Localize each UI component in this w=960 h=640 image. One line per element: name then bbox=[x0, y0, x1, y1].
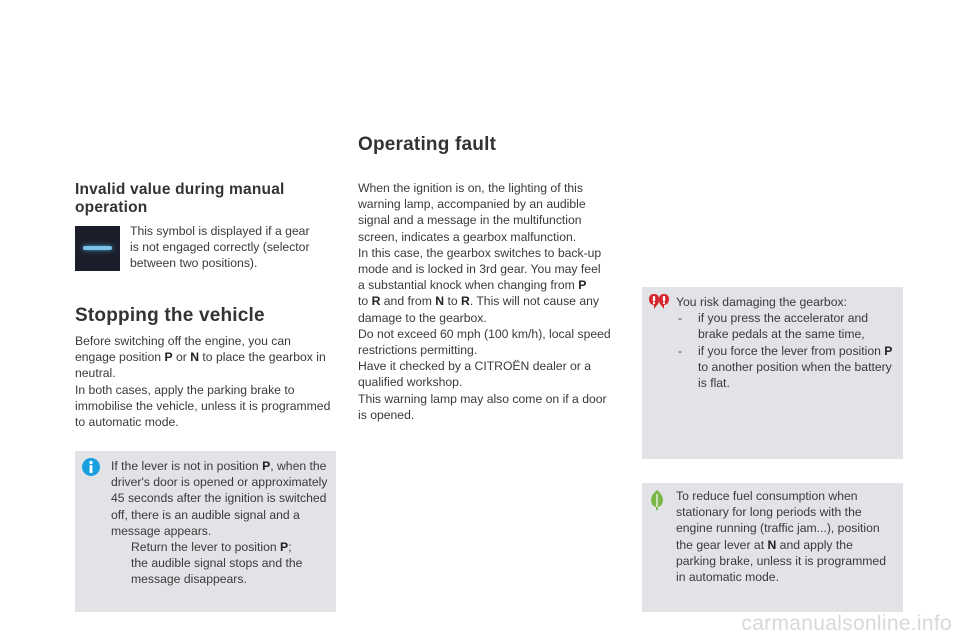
invalid-value-heading: Invalid value during manual operation bbox=[75, 181, 285, 216]
info-line: the audible signal stops and the bbox=[131, 556, 303, 571]
operating-fault-text bbox=[358, 180, 628, 423]
info-icon bbox=[81, 457, 101, 477]
warning-line: is flat. bbox=[698, 376, 730, 391]
info-line: message appears. bbox=[111, 523, 212, 538]
fault-line: warning lamp, accompanied by an audible bbox=[358, 197, 586, 212]
stopping-text bbox=[75, 333, 345, 430]
invalid-text-line: is not engaged correctly (selector bbox=[130, 240, 310, 255]
eco-box bbox=[642, 483, 903, 612]
stopping-line: engage position P or N to place the gearbox in bbox=[75, 350, 326, 365]
info-line: If the lever is not in position P, when the bbox=[111, 459, 327, 473]
stopping-line: In both cases, apply the parking brake to bbox=[75, 382, 295, 397]
fault-line: screen, indicates a gearbox malfunction. bbox=[358, 229, 577, 244]
fault-line: Do not exceed 60 mph (100 km/h), local speed bbox=[358, 326, 611, 341]
eco-line: parking brake, unless it is programmed bbox=[676, 553, 886, 568]
stopping-section bbox=[75, 305, 345, 327]
fault-line: qualified workshop. bbox=[358, 375, 463, 390]
stopping-line: neutral. bbox=[75, 366, 116, 381]
operating-fault-heading: Operating fault bbox=[358, 134, 497, 155]
warning-line: if you force the lever from position P bbox=[698, 343, 893, 358]
fault-line: a substantial knock when changing from P bbox=[358, 278, 587, 293]
eco-line: engine running (traffic jam...), position bbox=[676, 521, 880, 536]
info-box-text bbox=[111, 458, 333, 588]
fault-line: restrictions permitting. bbox=[358, 343, 478, 358]
leaf-icon bbox=[648, 489, 666, 511]
info-box bbox=[75, 451, 336, 612]
eco-box-text bbox=[676, 488, 900, 585]
dash-bullet: - bbox=[678, 311, 683, 326]
gear-selector-symbol bbox=[75, 226, 120, 271]
warning-line: brake pedals at the same time, bbox=[698, 327, 865, 342]
info-line: 45 seconds after the ignition is switched bbox=[111, 491, 327, 506]
warning-item bbox=[676, 343, 900, 392]
fault-line: This warning lamp may also come on if a door bbox=[358, 391, 607, 406]
fault-line: In this case, the gearbox switches to back-up bbox=[358, 245, 602, 260]
eco-line: the gear lever at N and apply the bbox=[676, 537, 853, 552]
invalid-value-text bbox=[130, 223, 340, 272]
warning-line: if you press the accelerator and bbox=[698, 311, 869, 326]
fault-line: signal and a message in the multifunction bbox=[358, 213, 582, 228]
warning-item bbox=[676, 310, 900, 342]
stopping-heading: Stopping the vehicle bbox=[75, 305, 265, 326]
eco-line: To reduce fuel consumption when bbox=[676, 489, 858, 503]
warning-box-text bbox=[676, 294, 900, 391]
eco-line: stationary for long periods with the bbox=[676, 505, 862, 520]
fault-line: Have it checked by a CITROËN dealer or a bbox=[358, 359, 592, 374]
invalid-text-line: This symbol is displayed if a gear bbox=[130, 224, 310, 238]
warning-box bbox=[642, 287, 903, 459]
stopping-line: Before switching off the engine, you can bbox=[75, 334, 291, 348]
invalid-value-section bbox=[75, 181, 315, 217]
gear-bar-icon bbox=[83, 246, 112, 250]
eco-line: in automatic mode. bbox=[676, 570, 779, 585]
info-instruction bbox=[111, 539, 333, 588]
warning-line: You risk damaging the gearbox: bbox=[676, 295, 847, 309]
info-line: Return the lever to position P; bbox=[131, 540, 292, 555]
warning-line: to another position when the battery bbox=[698, 359, 892, 374]
info-line: off, there is an audible signal and a bbox=[111, 507, 300, 522]
operating-fault-section bbox=[358, 134, 628, 156]
fault-line: to R and from N to R. This will not cause any bbox=[358, 294, 599, 309]
stopping-line: to automatic mode. bbox=[75, 415, 179, 430]
stopping-line: immobilise the vehicle, unless it is programmed bbox=[75, 398, 331, 413]
dash-bullet: - bbox=[678, 343, 683, 358]
info-line: message disappears. bbox=[131, 572, 247, 587]
fault-line: is opened. bbox=[358, 407, 415, 422]
invalid-text-line: between two positions). bbox=[130, 256, 258, 271]
warning-icon bbox=[648, 293, 670, 313]
fault-line: mode and is locked in 3rd gear. You may feel bbox=[358, 262, 601, 277]
fault-line: damage to the gearbox. bbox=[358, 310, 487, 325]
watermark: carmanualsonline.info bbox=[741, 612, 952, 635]
fault-line: When the ignition is on, the lighting of this bbox=[358, 181, 583, 195]
info-line: driver's door is opened or approximately bbox=[111, 475, 328, 490]
